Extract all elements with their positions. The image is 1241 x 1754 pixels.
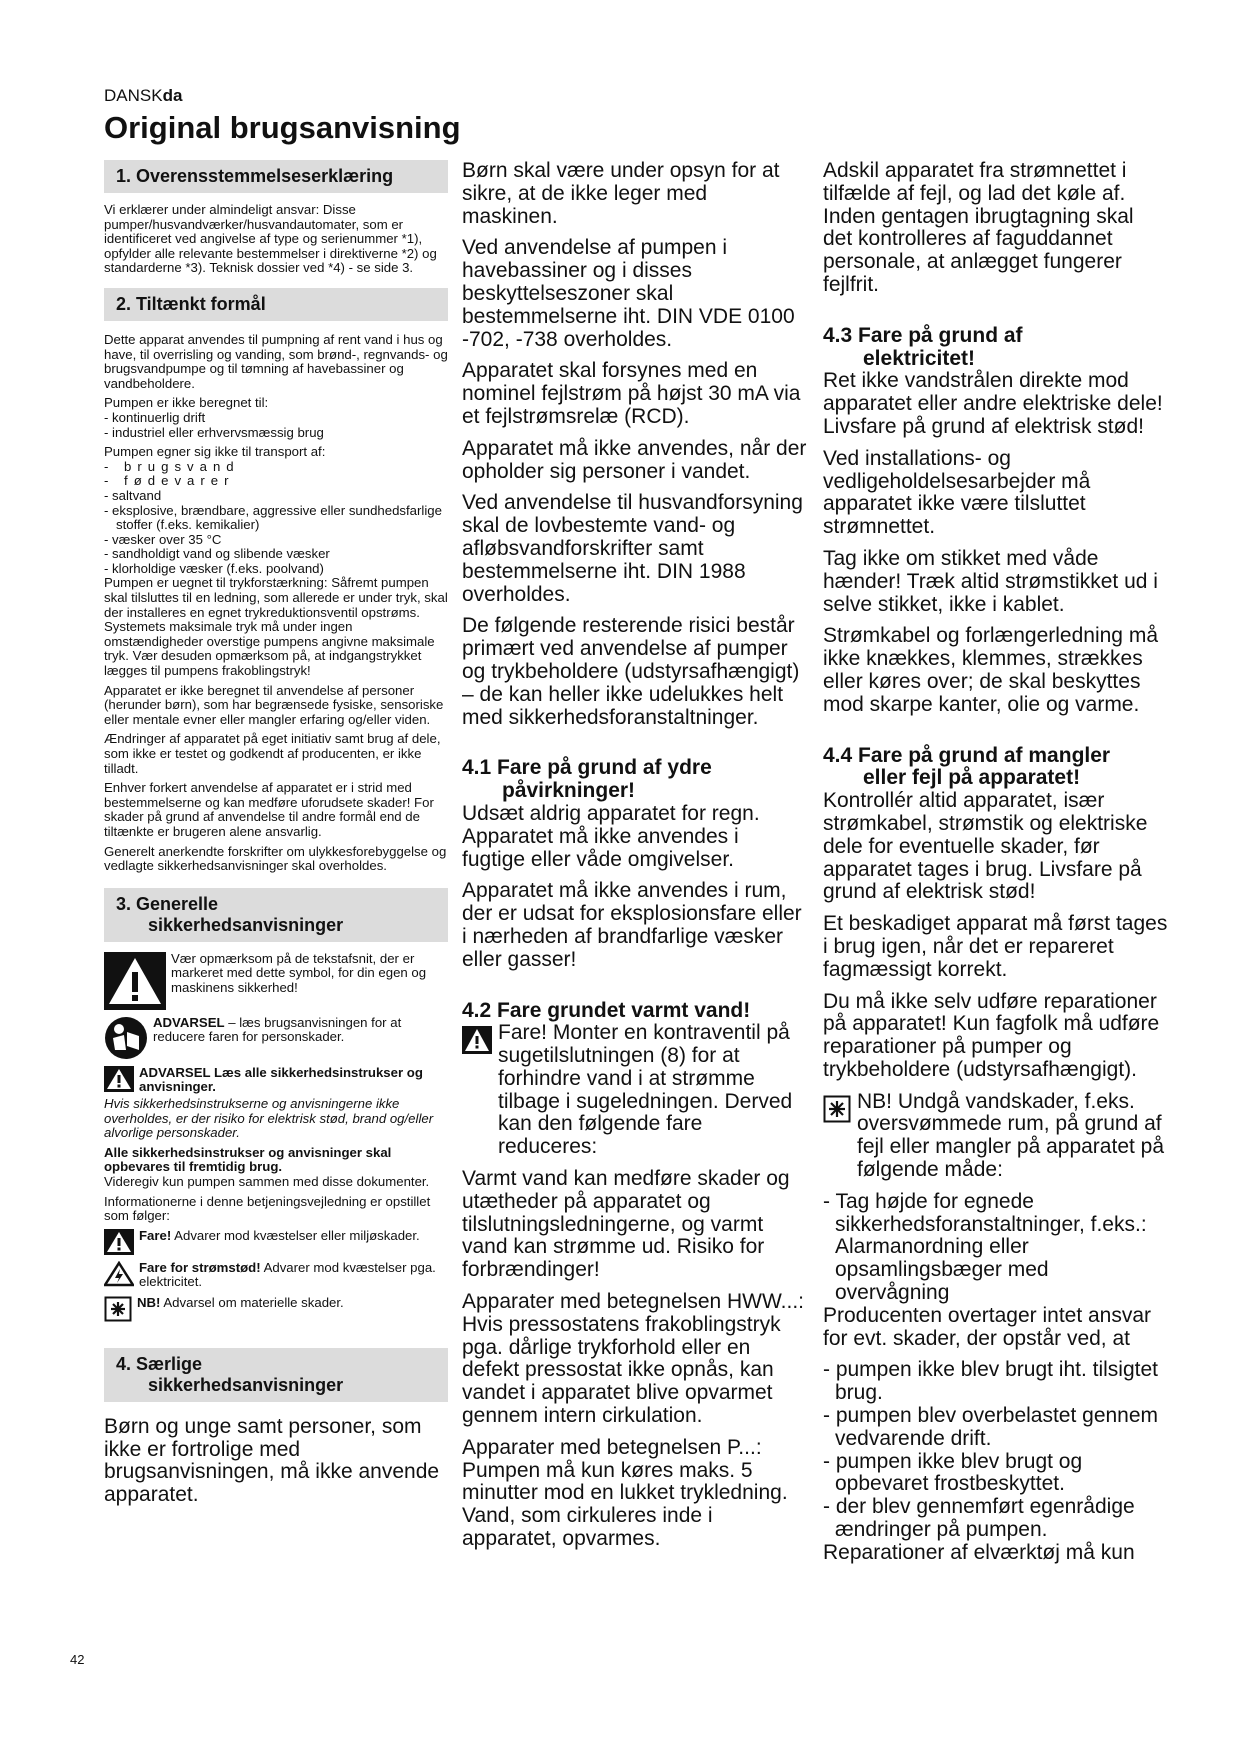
heading-4-2: 4.2 Fare grundet varmt vand!	[462, 998, 751, 1022]
list-item: - pumpen blev overbelastet gennem vedvarende drift.	[823, 1404, 1159, 1450]
nb-label: NB!	[137, 1294, 161, 1310]
list-item: - saltvand	[104, 487, 162, 503]
heading-4-3-line2: elektricitet!	[863, 346, 976, 370]
nb-paragraph	[823, 1091, 1168, 1191]
section-heading-4-line2: sikkerhedsanvisninger	[148, 1374, 344, 1395]
keep-instructions-rest: Videregiv kun pumpen sammen med disse dokumenter.	[104, 1173, 430, 1189]
page-number: 42	[70, 1652, 85, 1667]
paragraph: Ret ikke vandstrålen direkte mod apparatet eller andre elektriske dele! Livsfare på grund af elektrisk stød!	[823, 369, 1163, 438]
intended-use-text: Dette apparat anvendes til pumpning af rent vand i hus og have, til overrisling og vanding, som brønd-, regnvands- og brugsvandpumpe og til tømning af havebassiner og vandbeholdere.	[104, 331, 448, 391]
list-item: - eksplosive, brændbare, aggressive eller sundhedsfarlige stoffer (f.eks. kemikalier)	[104, 502, 442, 533]
paragraph: Et beskadiget apparat må først tages i brug igen, når det er repareret fagmæssigt korrekt.	[823, 912, 1168, 981]
paragraph: Apparater med betegnelsen P...: Pumpen må kun køres maks. 5 minutter mod en lukket trykledning. Vand, som cirkuleres inde i apparatet, opvarmes.	[462, 1435, 788, 1551]
heading-4-4-line2: eller fejl på apparatet!	[863, 766, 1081, 790]
section-heading-1: 1. Overensstemmelseserklæring	[104, 160, 448, 193]
section-heading-3-line2: sikkerhedsanvisninger	[148, 914, 344, 935]
read-manual-icon	[104, 1016, 148, 1060]
heading-4-1-line2: påvirkninger!	[502, 779, 636, 803]
heading-4-3	[823, 325, 1168, 371]
list-item: - pumpen ikke blev brugt og opbevaret frostbeskyttet.	[823, 1449, 1083, 1496]
pressure-text: Pumpen er uegnet til trykforstærkning: Såfremt pumpen skal tilsluttes til en ledning, som allerede er under tryk, skal der installeres en egnet trykreduktionsventil opstrøms. Systemets maksimale tryk må under ingen omstændigheder overstige pumpens angivne maksimale tryk. Vær desuden opmærksom på, at indgangstrykket lægges til pumpens frakoblingstryk!	[104, 575, 448, 679]
nb-rest: Advarsel om materielle skader.	[160, 1294, 344, 1310]
language-code: da	[162, 86, 183, 105]
paragraph: Apparatet skal forsynes med en nominel fejlstrøm på højst 30 mA via et fejlstrømsrelæ (RCD).	[462, 359, 801, 428]
not-suitable-heading: Pumpen egner sig ikke til transport af:	[104, 444, 326, 460]
paragraph: Du må ikke selv udføre reparationer på apparatet! Kun fagfolk må udføre reparationer på pumper og trykbeholdere (udstyrsafhængigt).	[823, 989, 1160, 1081]
paragraph: Ved anvendelse til husvandforsyning skal de lovbestemte vand- og afløbsvandforskrifter samt bestemmelserne iht. DIN 1988 overholdes.	[462, 491, 803, 606]
danger-rest: Advarer mod kvæstelser eller miljøskader.	[171, 1227, 420, 1243]
danger-icon	[462, 1026, 492, 1054]
declaration-text: Vi erklærer under almindeligt ansvar: Disse pumper/husvandværker/husvandautomater, som er identificeret ved angivelse af type og serienummer *1), opfylder alle relevante bestemmelser i direktiverne *2) og standarderne *3). Teknisk dossier ved *4) - se side 3.	[104, 202, 437, 276]
column-3	[823, 160, 1168, 1574]
list-item: - væsker over 35 °C	[104, 531, 222, 547]
list-item: - brugsvand	[104, 458, 240, 474]
paragraph: Ved installations- og vedligeholdelsesarbejder må apparatet ikke være tilsluttet strømnettet.	[823, 446, 1091, 539]
electric-shock-text	[139, 1261, 448, 1290]
legend-row	[104, 1229, 448, 1255]
heading-4-1-line1: 4.1 Fare på grund af ydre	[462, 756, 712, 780]
keep-instructions-text	[104, 1146, 448, 1190]
language-name: DANSK	[104, 86, 163, 105]
paragraph: Producenten overtager intet ansvar for evt. skader, der opstår ved, at	[823, 1303, 1152, 1350]
heading-4-4-line1: 4.4 Fare på grund af mangler	[823, 743, 1111, 767]
section-heading-3-line1: 3. Generelle	[116, 893, 219, 914]
warning-row	[104, 952, 448, 1010]
danger-text	[139, 1229, 420, 1244]
paragraph: Apparatet må ikke anvendes, når der opholder sig personer i vandet.	[462, 436, 807, 483]
legend-row	[104, 1296, 448, 1322]
modifications-text: Ændringer af apparatet på eget initiativ samt brug af dele, som ikke er testet og godkendt af producenten, er ikke tilladt.	[104, 731, 441, 776]
list-item: - fødevarer	[104, 473, 235, 489]
paragraph: De følgende resterende risici består primært ved anvendelse af pumper og trykbeholdere (udstyrsafhængigt) – de kan heller ikke udelukkes helt med sikkerhedsforanstaltninger.	[462, 614, 800, 729]
paragraph: Apparatet må ikke anvendes i rum, der er udsat for eksplosionsfare eller i nærheden af brandfarlige væsker eller gasser!	[462, 879, 802, 971]
paragraph: Tag ikke om stikket med våde hænder! Træk altid strømstikket ud i selve stikket, ikke i kablet.	[823, 546, 1158, 616]
paragraph: Reparationer af elværktøj må kun	[823, 1540, 1135, 1564]
list-item: - pumpen ikke blev brugt iht. tilsigtet brug.	[823, 1358, 1158, 1405]
legend-row	[104, 1261, 448, 1290]
persons-text: Apparatet er ikke beregnet til anvendelse af personer (herunder børn), som har begrænsede fysiske, sensoriske eller mentale evner eller mangler erfaring og/eller viden.	[104, 682, 444, 727]
warning-row	[104, 1066, 448, 1095]
heading-4-3-line1: 4.3 Fare på grund af	[823, 323, 1023, 347]
list-item: - kontinuerlig drift	[104, 409, 206, 425]
warning-triangle-icon	[104, 952, 166, 1010]
advarsel-read-all	[139, 1066, 448, 1095]
regulations-text: Generelt anerkendte forskrifter om ulykkesforebyggelse og vedlagte sikkerhedsanvisninger skal overholdes.	[104, 843, 447, 874]
section-heading-3	[104, 888, 448, 942]
paragraph: NB! Undgå vandskader, f.eks. oversvømmede rum, på grund af fejl eller mangler på apparatet på følgende måde:	[857, 1089, 1165, 1182]
section-heading-4-line1: 4. Særlige	[116, 1353, 203, 1374]
list-item: - sandholdigt vand og slibende væsker	[104, 546, 330, 562]
page-title: Original brugsanvisning	[104, 110, 461, 145]
children-text: Børn og unge samt personer, som ikke er fortrolige med brugsanvisningen, må ikke anvende apparatet.	[104, 1414, 440, 1507]
paragraph: Ved anvendelse af pumpen i havebassiner og i disses beskyttelseszoner skal bestemmelserne iht. DIN VDE 0100 -702, -738 overholdes.	[462, 236, 795, 351]
paragraph: Børn skal være under opsyn for at sikre, at de ikke leger med maskinen.	[462, 159, 780, 228]
warning-row	[104, 1016, 448, 1060]
column-1	[104, 160, 448, 1512]
warning-symbol-text: Vær opmærksom på de tekstafsnit, der er markeret med dette symbol, for din egen og maskinens sikkerhed!	[171, 950, 427, 995]
section-heading-4	[104, 1348, 448, 1402]
danger-icon	[104, 1229, 134, 1255]
advarsel-rest: – læs brugsanvisningen for at reducere faren for personskader.	[153, 1014, 402, 1045]
electric-shock-rest: Advarer mod kvæstelser pga. elektricitet.	[139, 1259, 436, 1290]
column-2	[462, 160, 807, 1560]
nb-icon	[823, 1095, 851, 1123]
warning-triangle-icon	[104, 1066, 134, 1092]
keep-instructions-bold: Alle sikkerhedsinstrukser og anvisninger skal opbevares til fremtidig brug.	[104, 1144, 392, 1175]
electric-shock-icon	[104, 1261, 134, 1287]
paragraph: Adskil apparatet fra strømnettet i tilfælde af fejl, og lad det køle af. Inden gentagen ibrugtagning skal det kontrolleres af faguddannet personale, at anlægget fungerer fejlfrit.	[823, 159, 1134, 296]
language-label	[104, 86, 182, 106]
electric-shock-label: Fare for strømstød!	[139, 1259, 261, 1275]
information-text: Informationerne i denne betjeningsvejledning er opstillet som følger:	[104, 1193, 431, 1224]
not-intended-heading: Pumpen er ikke beregnet til:	[104, 395, 269, 411]
heading-4-4	[823, 745, 1168, 791]
advarsel-italic-text: Hvis sikkerhedsinstrukserne og anvisningerne ikke overholdes, er der risiko for elektrisk stød, brand og/eller alvorlige personskader.	[104, 1095, 434, 1141]
misuse-text: Enhver forkert anvendelse af apparatet er i strid med bestemmelserne og kan medføre uforudsete skader! For skader på grund af anvendelse til andre formål end de tiltænkte er brugeren alene ansvarlig.	[104, 780, 434, 839]
paragraph: Apparater med betegnelsen HWW...: Hvis pressostatens frakoblingstryk pga. dårlige trykforhold eller en defekt pressostat ikke opnås, kan vandet i apparatet blive opvarmet gennem intern cirkulation.	[462, 1290, 804, 1428]
section-heading-2: 2. Tiltænkt formål	[104, 288, 448, 321]
list-item: - der blev gennemført egenrådige ændringer på pumpen.	[823, 1495, 1135, 1542]
advarsel-label: ADVARSEL	[153, 1014, 225, 1030]
nb-icon	[104, 1296, 132, 1322]
paragraph: Kontrollér altid apparatet, især strømkabel, strømstik og elektriske dele for eventuelle skader, før apparatet tages i brug. Livsfare på grund af elektrisk stød!	[823, 789, 1148, 904]
paragraph: Strømkabel og forlængerledning må ikke knækkes, klemmes, strækkes eller køres over; de skal beskyttes mod skarpe kanter, olie og varme.	[823, 624, 1158, 716]
danger-paragraph	[462, 1022, 807, 1168]
heading-4-1	[462, 757, 807, 803]
list-item: - Tag højde for egnede sikkerhedsforanstaltninger, f.eks.: Alarmanordning eller opsamlingsbæger med overvågning	[823, 1189, 1147, 1305]
paragraph: Udsæt aldrig apparatet for regn. Apparatet må ikke anvendes i fugtige eller våde omgivelser.	[462, 801, 760, 871]
advarsel-read-all-label: ADVARSEL Læs alle sikkerhedsinstrukser og anvisninger.	[139, 1064, 423, 1095]
nb-text	[137, 1296, 344, 1311]
list-item: - klorholdige væsker (f.eks. poolvand)	[104, 560, 324, 576]
paragraph: Fare! Monter en kontraventil på sugetilslutningen (8) for at forhindre vand i at strømme tilbage i sugeledningen. Derved kan den følgende fare reduceres:	[498, 1021, 793, 1159]
list-item: - industriel eller erhvervsmæssig brug	[104, 424, 324, 440]
read-manual-text	[153, 1016, 448, 1045]
danger-label: Fare!	[139, 1227, 172, 1243]
paragraph: Varmt vand kan medføre skader og utætheder på apparatet og tilslutningsledningerne, og varmt vand kan strømme ud. Risiko for forbrændinger!	[462, 1167, 790, 1282]
